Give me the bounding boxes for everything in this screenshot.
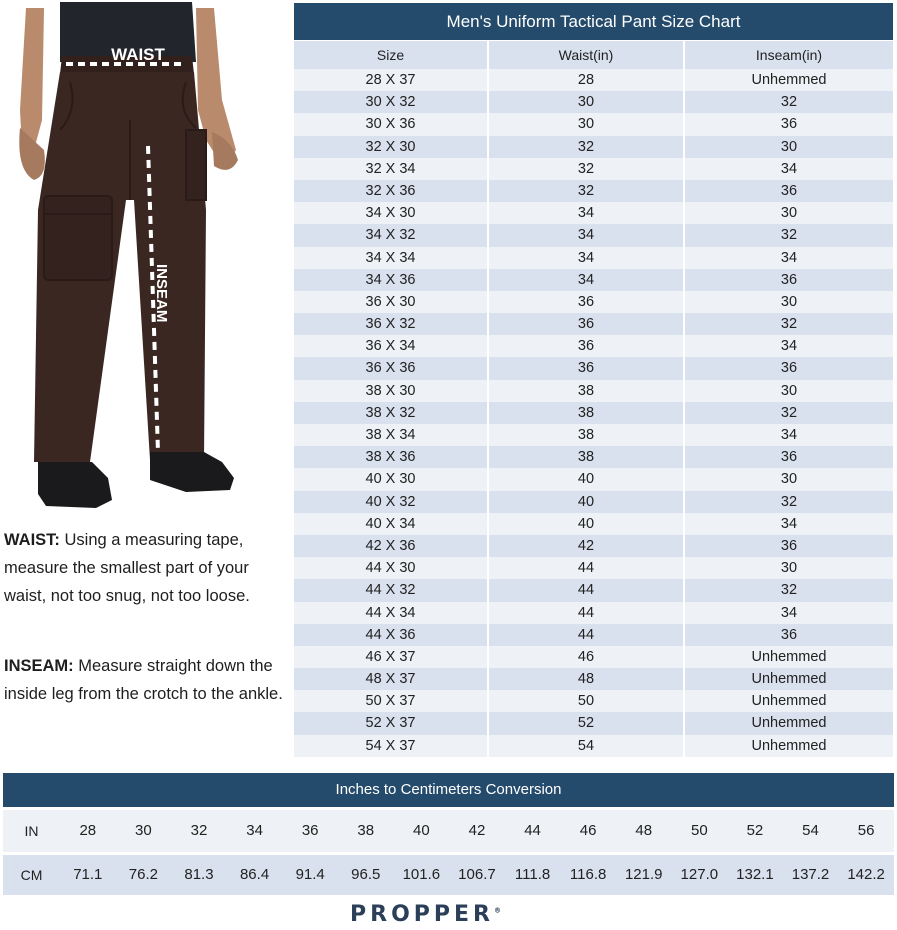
conversion-table: [3, 773, 894, 895]
conversion-inches-row: [3, 810, 894, 852]
cm-value: 96.5: [351, 866, 381, 883]
cm-value: 76.2: [128, 866, 158, 883]
size-cell: 34 X 30: [294, 202, 489, 224]
conversion-title: Inches to Centimeters Conversion: [3, 773, 894, 807]
inches-value: 42: [468, 822, 486, 839]
column-header-size: Size: [294, 41, 489, 69]
waist-cell: 32: [489, 136, 685, 158]
size-cell: 32 X 34: [294, 158, 489, 180]
inseam-cell: 32: [780, 493, 798, 510]
waist-cell: 36: [489, 357, 685, 379]
size-cell: 28 X 37: [294, 69, 489, 91]
size-cell: 38 X 34: [294, 424, 489, 446]
waist-cell: 54: [489, 735, 685, 757]
waist-cell: 38: [489, 402, 685, 424]
table-row: [294, 535, 893, 557]
waist-cell: 42: [489, 535, 685, 557]
inseam-cell: 34: [780, 604, 798, 621]
size-cell: 44 X 34: [294, 602, 489, 624]
table-row: [294, 247, 893, 269]
waist-cell: 36: [489, 335, 685, 357]
size-cell: 52 X 37: [294, 712, 489, 734]
inseam-label: INSEAM: [153, 264, 170, 323]
table-row: [294, 668, 893, 690]
waist-cell: 40: [489, 513, 685, 535]
inseam-cell: 36: [780, 116, 798, 133]
cm-value: 121.9: [624, 866, 663, 883]
waist-cell: 34: [489, 247, 685, 269]
inches-value: 36: [301, 822, 319, 839]
size-cell: 54 X 37: [294, 735, 489, 757]
table-row: [294, 357, 893, 379]
table-row: [294, 513, 893, 535]
inseam-cell: Unhemmed: [751, 737, 827, 754]
waist-cell: 50: [489, 690, 685, 712]
waist-cell: 44: [489, 602, 685, 624]
brand-logo: [350, 902, 550, 927]
inseam-cell: 36: [780, 449, 798, 466]
table-row: [294, 402, 893, 424]
waist-cell: 52: [489, 712, 685, 734]
size-cell: 48 X 37: [294, 668, 489, 690]
cm-value: 127.0: [680, 866, 719, 883]
inches-value: 28: [79, 822, 97, 839]
waist-cell: 30: [489, 91, 685, 113]
size-cell: 34 X 36: [294, 269, 489, 291]
inseam-cell: 30: [780, 382, 798, 399]
inseam-cell: Unhemmed: [751, 693, 827, 710]
inches-value: 52: [746, 822, 764, 839]
size-cell: 46 X 37: [294, 646, 489, 668]
size-cell: 44 X 36: [294, 624, 489, 646]
table-row: [294, 491, 893, 513]
waist-cell: 38: [489, 446, 685, 468]
inseam-cell: 30: [780, 205, 798, 222]
table-row: [294, 158, 893, 180]
table-row: [294, 690, 893, 712]
inseam-cell: Unhemmed: [751, 72, 827, 88]
waist-cell: 36: [489, 313, 685, 335]
table-row: [294, 624, 893, 646]
table-row: [294, 380, 893, 402]
waist-cell: 30: [489, 113, 685, 135]
cm-value: 132.1: [736, 866, 774, 883]
inseam-cell: Unhemmed: [751, 671, 827, 688]
table-row: [294, 91, 893, 113]
size-cell: 32 X 30: [294, 136, 489, 158]
size-cell: 38 X 30: [294, 380, 489, 402]
cm-value: 71.1: [73, 866, 103, 883]
waist-cell: 38: [489, 424, 685, 446]
inseam-cell: 32: [780, 227, 798, 244]
waist-cell: 36: [489, 291, 685, 313]
waist-note-text: Using a measuring tape, measure the smallest part of your waist, not too snug, not too loose.: [4, 531, 250, 605]
size-cell: 40 X 34: [294, 513, 489, 535]
size-cell: 38 X 36: [294, 446, 489, 468]
waist-note-label: WAIST:: [4, 531, 60, 549]
table-row: [294, 446, 893, 468]
size-cell: 42 X 36: [294, 535, 489, 557]
waist-cell: 28: [489, 69, 685, 91]
size-cell: 36 X 34: [294, 335, 489, 357]
waist-cell: 38: [489, 380, 685, 402]
inches-value: 32: [190, 822, 208, 839]
waist-cell: 46: [489, 646, 685, 668]
inches-value: 30: [135, 822, 152, 839]
inseam-note-label: INSEAM:: [4, 657, 74, 675]
inches-value: 34: [246, 822, 263, 839]
cm-value: 137.2: [791, 866, 830, 883]
table-row: [294, 180, 893, 202]
size-chart-title: Men's Uniform Tactical Pant Size Chart: [294, 3, 893, 40]
waist-note: [4, 526, 286, 610]
inches-value: 54: [802, 822, 819, 839]
size-cell: 34 X 32: [294, 224, 489, 246]
size-chart-body: [294, 69, 893, 757]
cm-value: 81.3: [184, 866, 214, 883]
inseam-cell: 32: [780, 94, 798, 111]
inseam-cell: 34: [780, 427, 798, 443]
inseam-cell: 30: [780, 138, 798, 155]
table-row: [294, 269, 893, 291]
waist-label: WAIST: [111, 45, 165, 64]
size-cell: 40 X 32: [294, 491, 489, 513]
cm-value: 106.7: [458, 866, 496, 883]
inseam-cell: 30: [780, 560, 798, 577]
size-cell: 36 X 30: [294, 291, 489, 313]
cm-value: 91.4: [295, 866, 325, 883]
table-row: [294, 646, 893, 668]
size-cell: 32 X 36: [294, 180, 489, 202]
inseam-note: [4, 652, 286, 708]
inseam-cell: 32: [780, 582, 798, 599]
waist-cell: 44: [489, 624, 685, 646]
cm-row-label: CM: [20, 867, 43, 883]
inches-row-label: IN: [24, 823, 39, 839]
size-chart-table: [294, 3, 893, 757]
size-cell: 44 X 30: [294, 557, 489, 579]
table-row: [294, 224, 893, 246]
table-row: [294, 557, 893, 579]
cm-value: 111.8: [514, 866, 551, 883]
table-row: [294, 113, 893, 135]
inches-value: 50: [690, 822, 708, 839]
table-row: [294, 291, 893, 313]
inseam-note-text: Measure straight down the inside leg from the crotch to the ankle.: [4, 657, 283, 703]
inches-value: 48: [635, 822, 653, 839]
cm-value: 142.2: [847, 866, 885, 883]
waist-cell: 34: [489, 269, 685, 291]
column-header-waist: Waist(in): [489, 41, 685, 69]
brand-name: PROPPER: [350, 902, 494, 927]
inseam-cell: Unhemmed: [751, 715, 827, 732]
cm-value: 86.4: [239, 866, 270, 883]
inseam-cell: 34: [780, 249, 798, 266]
table-row: [294, 602, 893, 624]
inseam-cell: 32: [780, 404, 798, 421]
size-cell: 44 X 32: [294, 579, 489, 601]
waist-cell: 44: [489, 557, 685, 579]
inches-value: 40: [413, 822, 430, 839]
registered-mark: ®: [493, 906, 501, 915]
table-row: [294, 69, 893, 91]
size-cell: 30 X 36: [294, 113, 489, 135]
waist-cell: 32: [489, 180, 685, 202]
table-row: [294, 313, 893, 335]
size-cell: 38 X 32: [294, 402, 489, 424]
table-row: [294, 468, 893, 490]
column-header-inseam: Inseam(in): [755, 47, 823, 63]
size-cell: 50 X 37: [294, 690, 489, 712]
inseam-cell: 36: [780, 360, 798, 377]
inches-value: 44: [524, 822, 541, 839]
inseam-cell: 30: [780, 471, 798, 488]
inseam-cell: 32: [780, 316, 798, 333]
waist-cell: 40: [489, 468, 685, 490]
waist-cell: 40: [489, 491, 685, 513]
size-cell: 36 X 32: [294, 313, 489, 335]
waist-cell: 32: [489, 158, 685, 180]
waist-cell: 44: [489, 579, 685, 601]
inseam-cell: 34: [780, 338, 798, 355]
inseam-cell: Unhemmed: [751, 648, 827, 665]
size-cell: 30 X 32: [294, 91, 489, 113]
table-row: [294, 335, 893, 357]
conversion-cm-row: [3, 855, 894, 895]
inseam-cell: 30: [780, 293, 798, 310]
size-cell: 34 X 34: [294, 247, 489, 269]
table-row: [294, 424, 893, 446]
inseam-cell: 36: [780, 626, 798, 643]
inseam-cell: 36: [780, 537, 798, 554]
inseam-cell: 36: [780, 271, 798, 288]
size-cell: 36 X 36: [294, 357, 489, 379]
inches-value: 38: [357, 822, 375, 839]
table-row: [294, 712, 893, 734]
inches-value: 46: [579, 822, 597, 839]
inseam-cell: 36: [780, 182, 798, 199]
table-row: [294, 579, 893, 601]
pants-illustration: [0, 0, 290, 520]
cm-value: 116.8: [569, 866, 607, 883]
table-row: [294, 735, 893, 757]
waist-cell: 48: [489, 668, 685, 690]
cm-value: 101.6: [402, 866, 441, 883]
waist-cell: 34: [489, 224, 685, 246]
waist-cell: 34: [489, 202, 685, 224]
inseam-cell: 34: [780, 515, 798, 532]
inseam-cell: 34: [780, 160, 798, 177]
inches-value: 56: [857, 822, 875, 839]
size-cell: 40 X 30: [294, 468, 489, 490]
table-row: [294, 202, 893, 224]
pants-figure: [0, 0, 290, 520]
table-row: [294, 136, 893, 158]
size-chart-header-row: [294, 40, 893, 69]
